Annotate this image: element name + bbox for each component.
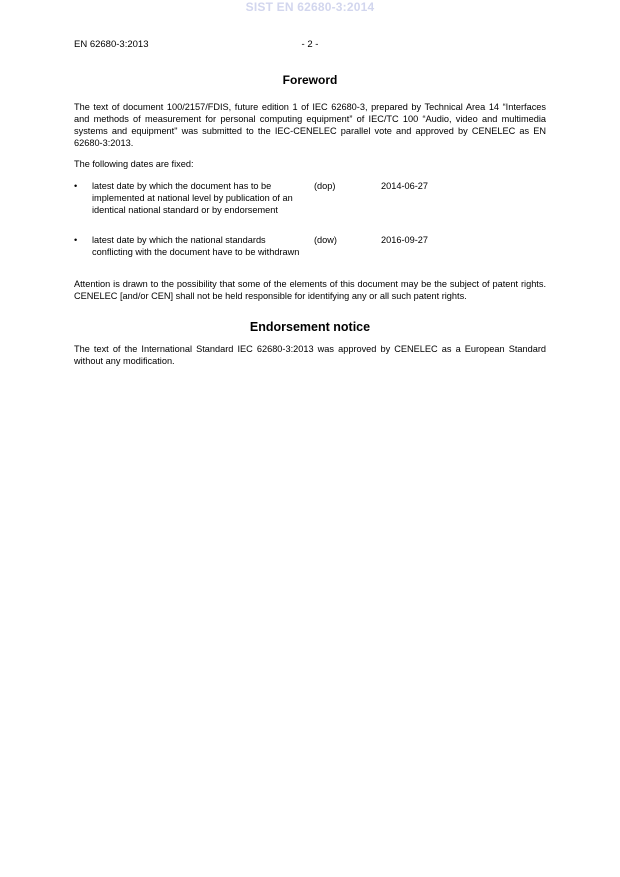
bullet-icon: • xyxy=(74,181,78,191)
header-page-number: - 2 - xyxy=(301,39,319,50)
foreword-paragraph-2: The following dates are fixed: xyxy=(74,159,194,169)
page-content xyxy=(74,73,546,367)
date-item-text: latest date by which the national standards conflicting with the document have to be withdrawn xyxy=(92,235,300,257)
watermark: SIST EN 62680-3:2014 xyxy=(245,0,375,14)
header-doc-id: EN 62680-3:2013 xyxy=(74,39,149,50)
date-item-code: (dop) xyxy=(314,181,336,191)
date-item-dow xyxy=(74,234,546,270)
date-item-text: latest date by which the document has to be implemented at national level by publication of an identical national standard or by endorsement xyxy=(92,181,293,215)
date-item-code: (dow) xyxy=(314,235,337,245)
date-item-date: 2014-06-27 xyxy=(381,181,428,191)
dates-list xyxy=(74,180,546,270)
date-item-date: 2016-09-27 xyxy=(381,235,428,245)
endorsement-title: Endorsement notice xyxy=(249,320,371,334)
foreword-title: Foreword xyxy=(282,73,338,87)
foreword-paragraph-3: Attention is drawn to the possibility that some of the elements of this document may be the subject of patent rights. CENELEC [and/or CEN] shall not be held responsible for identifying any or all such patent rights. xyxy=(74,279,546,301)
date-item-dop xyxy=(74,180,546,228)
endorsement-paragraph: The text of the International Standard IEC 62680-3:2013 was approved by CENELEC as a European Standard without any modification. xyxy=(74,344,546,366)
foreword-paragraph-1: The text of document 100/2157/FDIS, future edition 1 of IEC 62680-3, prepared by Technical Area 14 “Interfaces and methods of measurement for personal computing equipment” of IEC/TC 100 “Audio, video and multimedia systems and equipment" was submitted to the IEC-CENELEC parallel vote and approved by CENELEC as EN 62680-3:2013. xyxy=(74,102,546,148)
bullet-icon: • xyxy=(74,235,78,245)
